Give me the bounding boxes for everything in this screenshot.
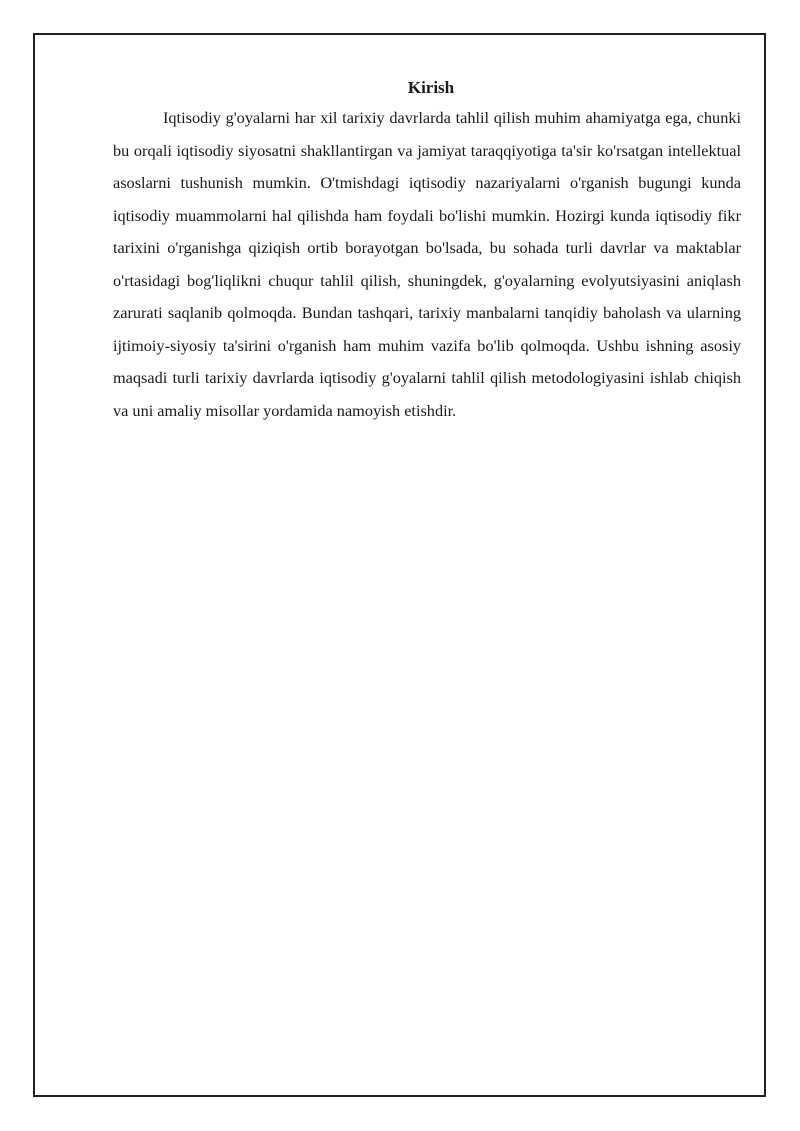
document-body: [113, 74, 741, 427]
section-title: Kirish: [407, 78, 455, 97]
intro-paragraph: Iqtisodiy g'oyalarni har xil tarixiy davrlarda tahlil qilish muhim ahamiyatga ega, chunki bu orqali iqtisodiy siyosatni shakllantirgan va jamiyat taraqqiyotiga ta'sir ko'rsatgan intellektual asoslarni tushunish mumkin. O'tmishdagi iqtisodiy nazariyalarni o'rganish bugungi kunda iqtisodiy muammolarni hal qilishda ham foydali bo'lishi mumkin. Hozirgi kunda iqtisodiy fikr tarixini o'rganishga qiziqish ortib borayotgan bo'lsada, bu sohada turli davrlar va maktablar o'rtasidagi bog'liqlikni chuqur tahlil qilish, shuningdek, g'oyalarning evolyutsiyasini aniqlash zarurati saqlanib qolmoqda. Bundan tashqari, tarixiy manbalarni tanqidiy baholash va ularning ijtimoiy-siyosiy ta'sirini o'rganish ham muhim vazifa bo'lib qolmoqda. Ushbu ishning asosiy maqsadi turli tarixiy davrlarda iqtisodiy g'oyalarni tahlil qilish metodologiyasini ishlab chiqish va uni amaliy misollar yordamida namoyish etishdir.: [113, 108, 741, 420]
